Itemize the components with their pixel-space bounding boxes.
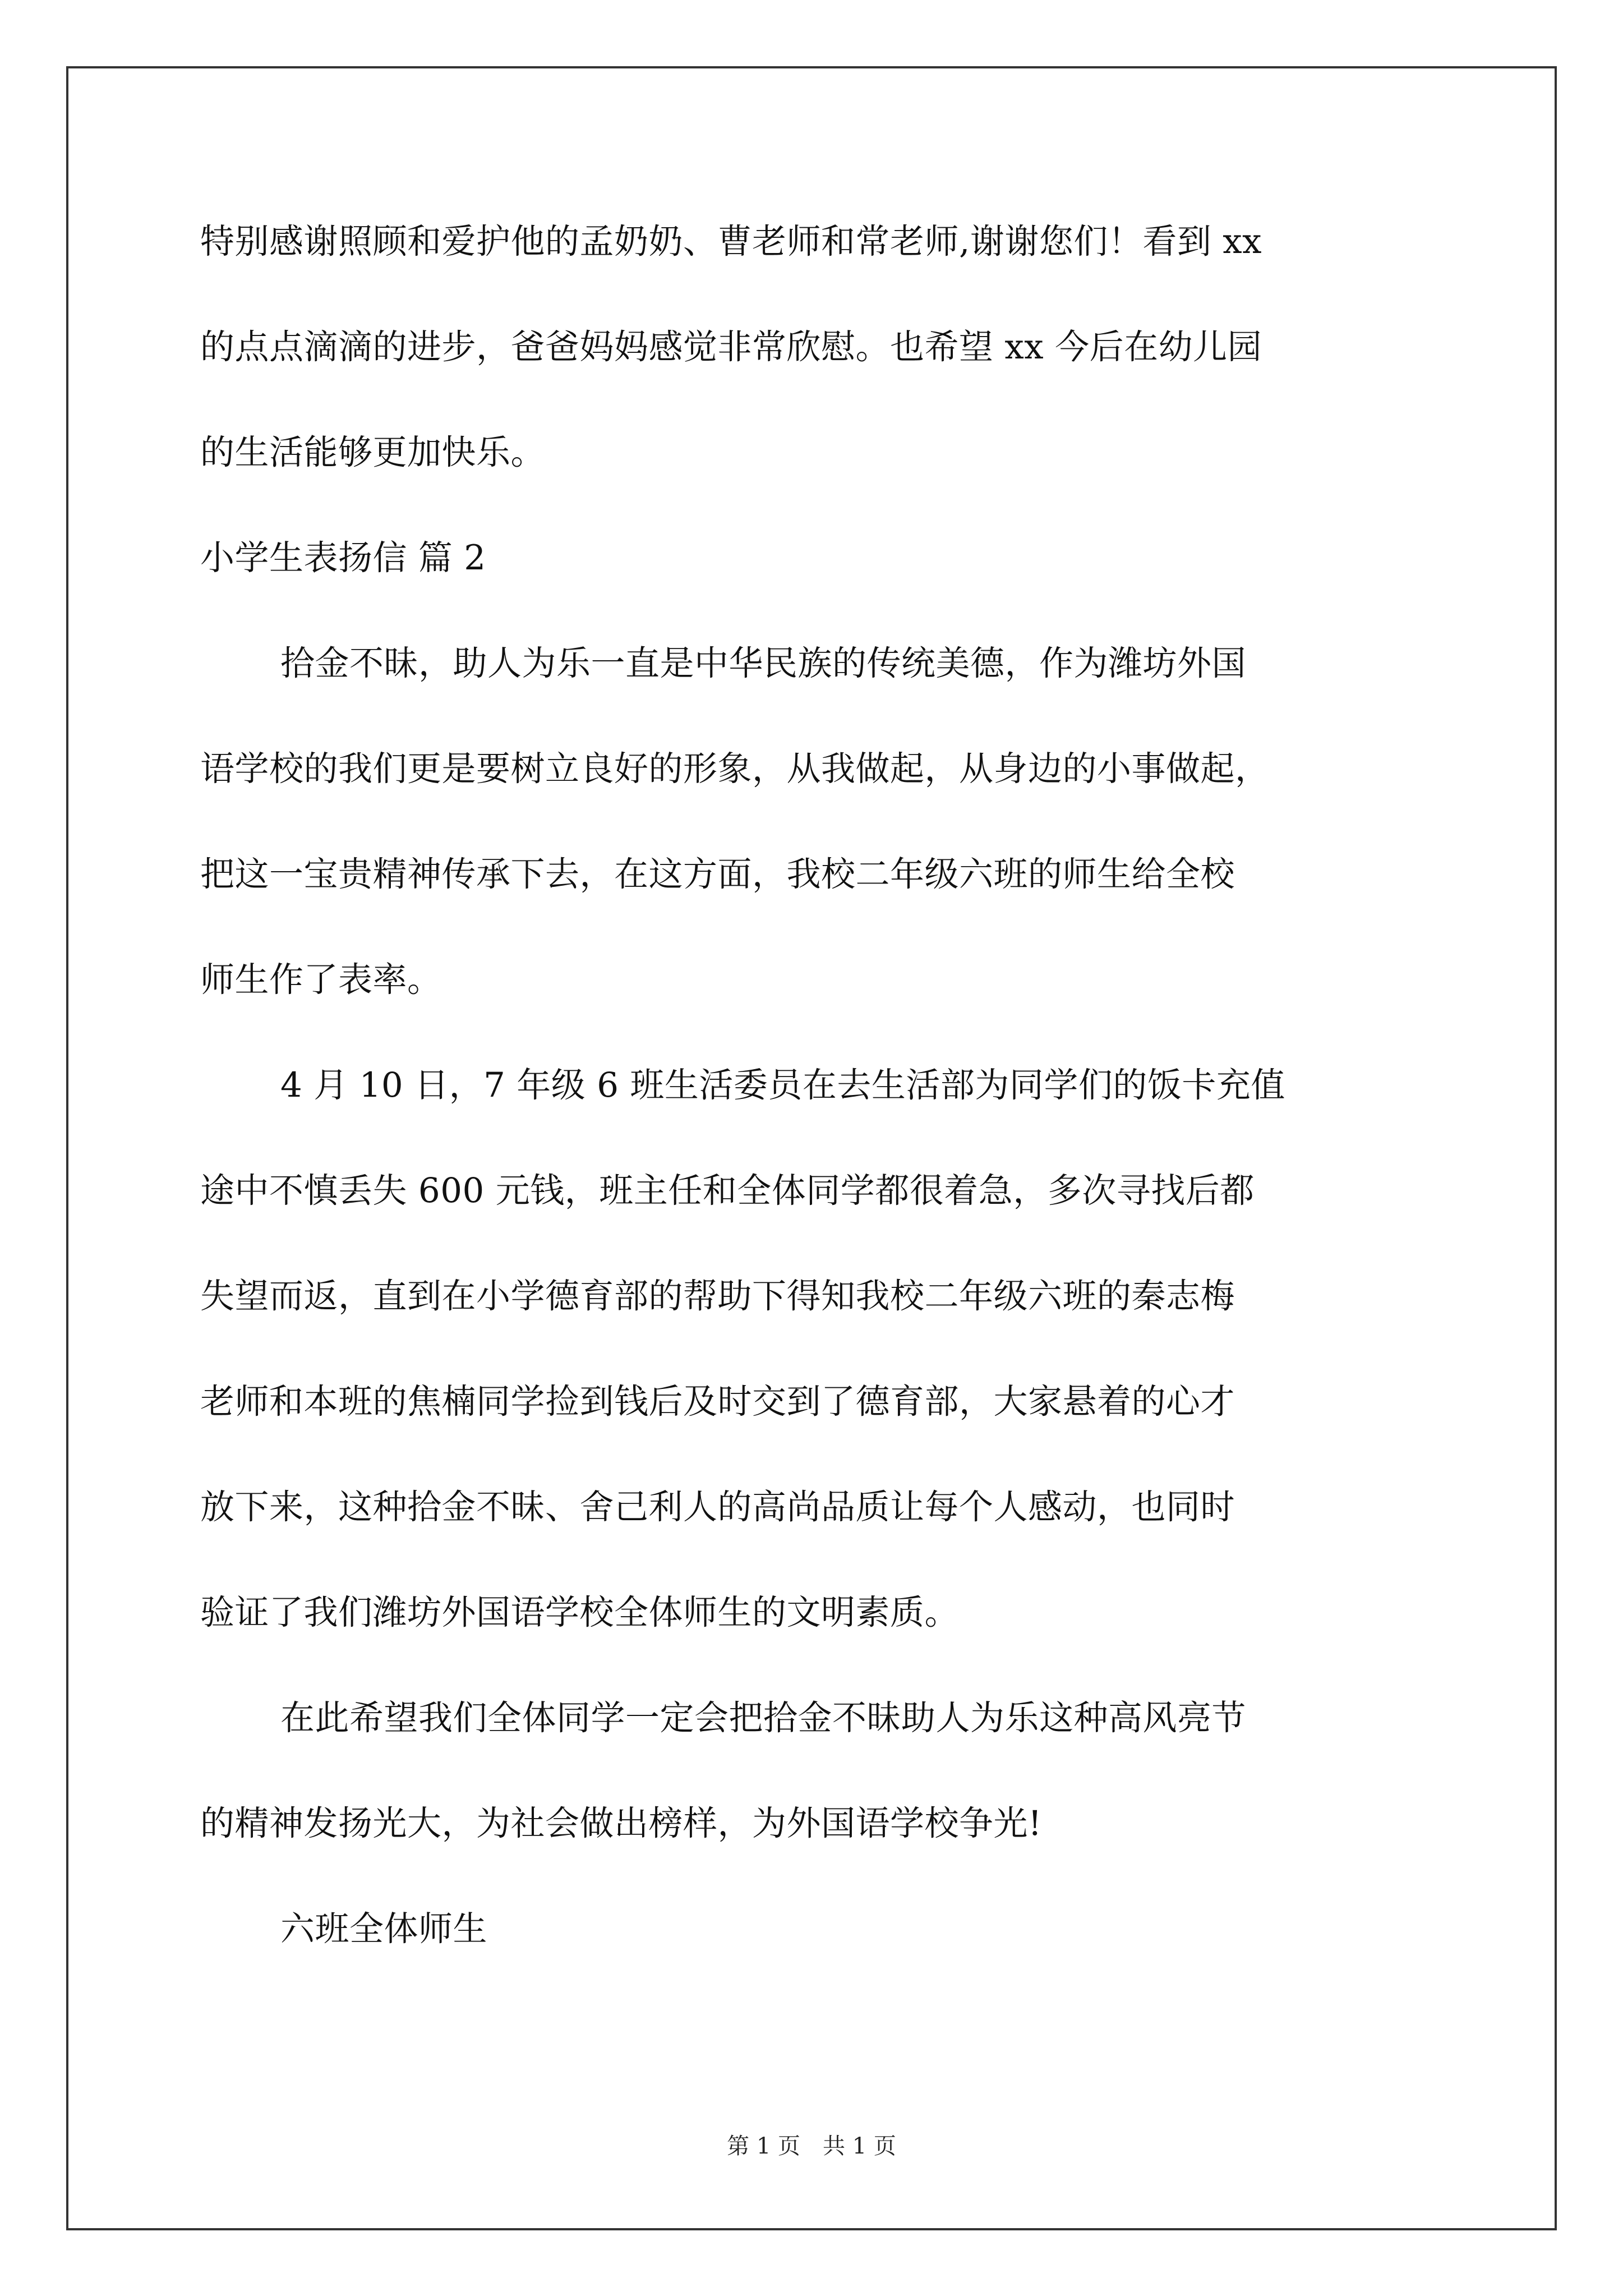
paragraph-3-line-6: 验证了我们潍坊外国语学校全体师生的文明素质。	[200, 1593, 960, 1632]
paragraph-3-line-5: 放下来，这种拾金不昧、舍己利人的高尚品质让每个人感动，也同时	[200, 1487, 1235, 1527]
document-body	[200, 224, 1451, 2017]
page-total: 共 1 页	[823, 2133, 896, 2159]
paragraph-1-line-3: 的生活能够更加快乐。	[200, 432, 546, 472]
paragraph-2-line-2: 语学校的我们更是要树立良好的形象，从我做起，从身边的小事做起，	[200, 749, 1270, 789]
paragraph-1-line-2: 的点点滴滴的进步，爸爸妈妈感觉非常欣慰。也希望 xx 今后在幼儿园	[200, 327, 1262, 367]
paragraph-4-line-2: 的精神发扬光大，为社会做出榜样，为外国语学校争光!	[200, 1803, 1043, 1843]
paragraph-1-line-1: 特别感谢照顾和爱护他的孟奶奶、曹老师和常老师,谢谢您们！看到 xx	[200, 222, 1262, 261]
paragraph-3-line-4: 老师和本班的焦楠同学捡到钱后及时交到了德育部，大家悬着的心才	[200, 1382, 1235, 1421]
page-footer	[0, 2135, 1623, 2157]
paragraph-2-line-3: 把这一宝贵精神传承下去，在这方面，我校二年级六班的师生给全校	[200, 854, 1235, 894]
paragraph-4-line-1: 在此希望我们全体同学一定会把拾金不昧助人为乐这种高风亮节	[280, 1698, 1247, 1738]
paragraph-3-line-1: 4 月 10 日，7 年级 6 班生活委员在去生活部为同学们的饭卡充值	[280, 1065, 1285, 1105]
signature: 六班全体师生	[280, 1909, 488, 1949]
paragraph-3-line-3: 失望而返，直到在小学德育部的帮助下得知我校二年级六班的秦志梅	[200, 1276, 1235, 1316]
paragraph-2-line-4: 师生作了表率。	[200, 960, 442, 1000]
paragraph-2-line-1: 拾金不昧，助人为乐一直是中华民族的传统美德，作为潍坊外国	[280, 643, 1247, 683]
paragraph-3-line-2: 途中不慎丢失 600 元钱，班主任和全体同学都很着急，多次寻找后都	[200, 1171, 1255, 1211]
section-heading: 小学生表扬信 篇 2	[200, 538, 486, 578]
page-number: 第 1 页	[727, 2133, 800, 2159]
